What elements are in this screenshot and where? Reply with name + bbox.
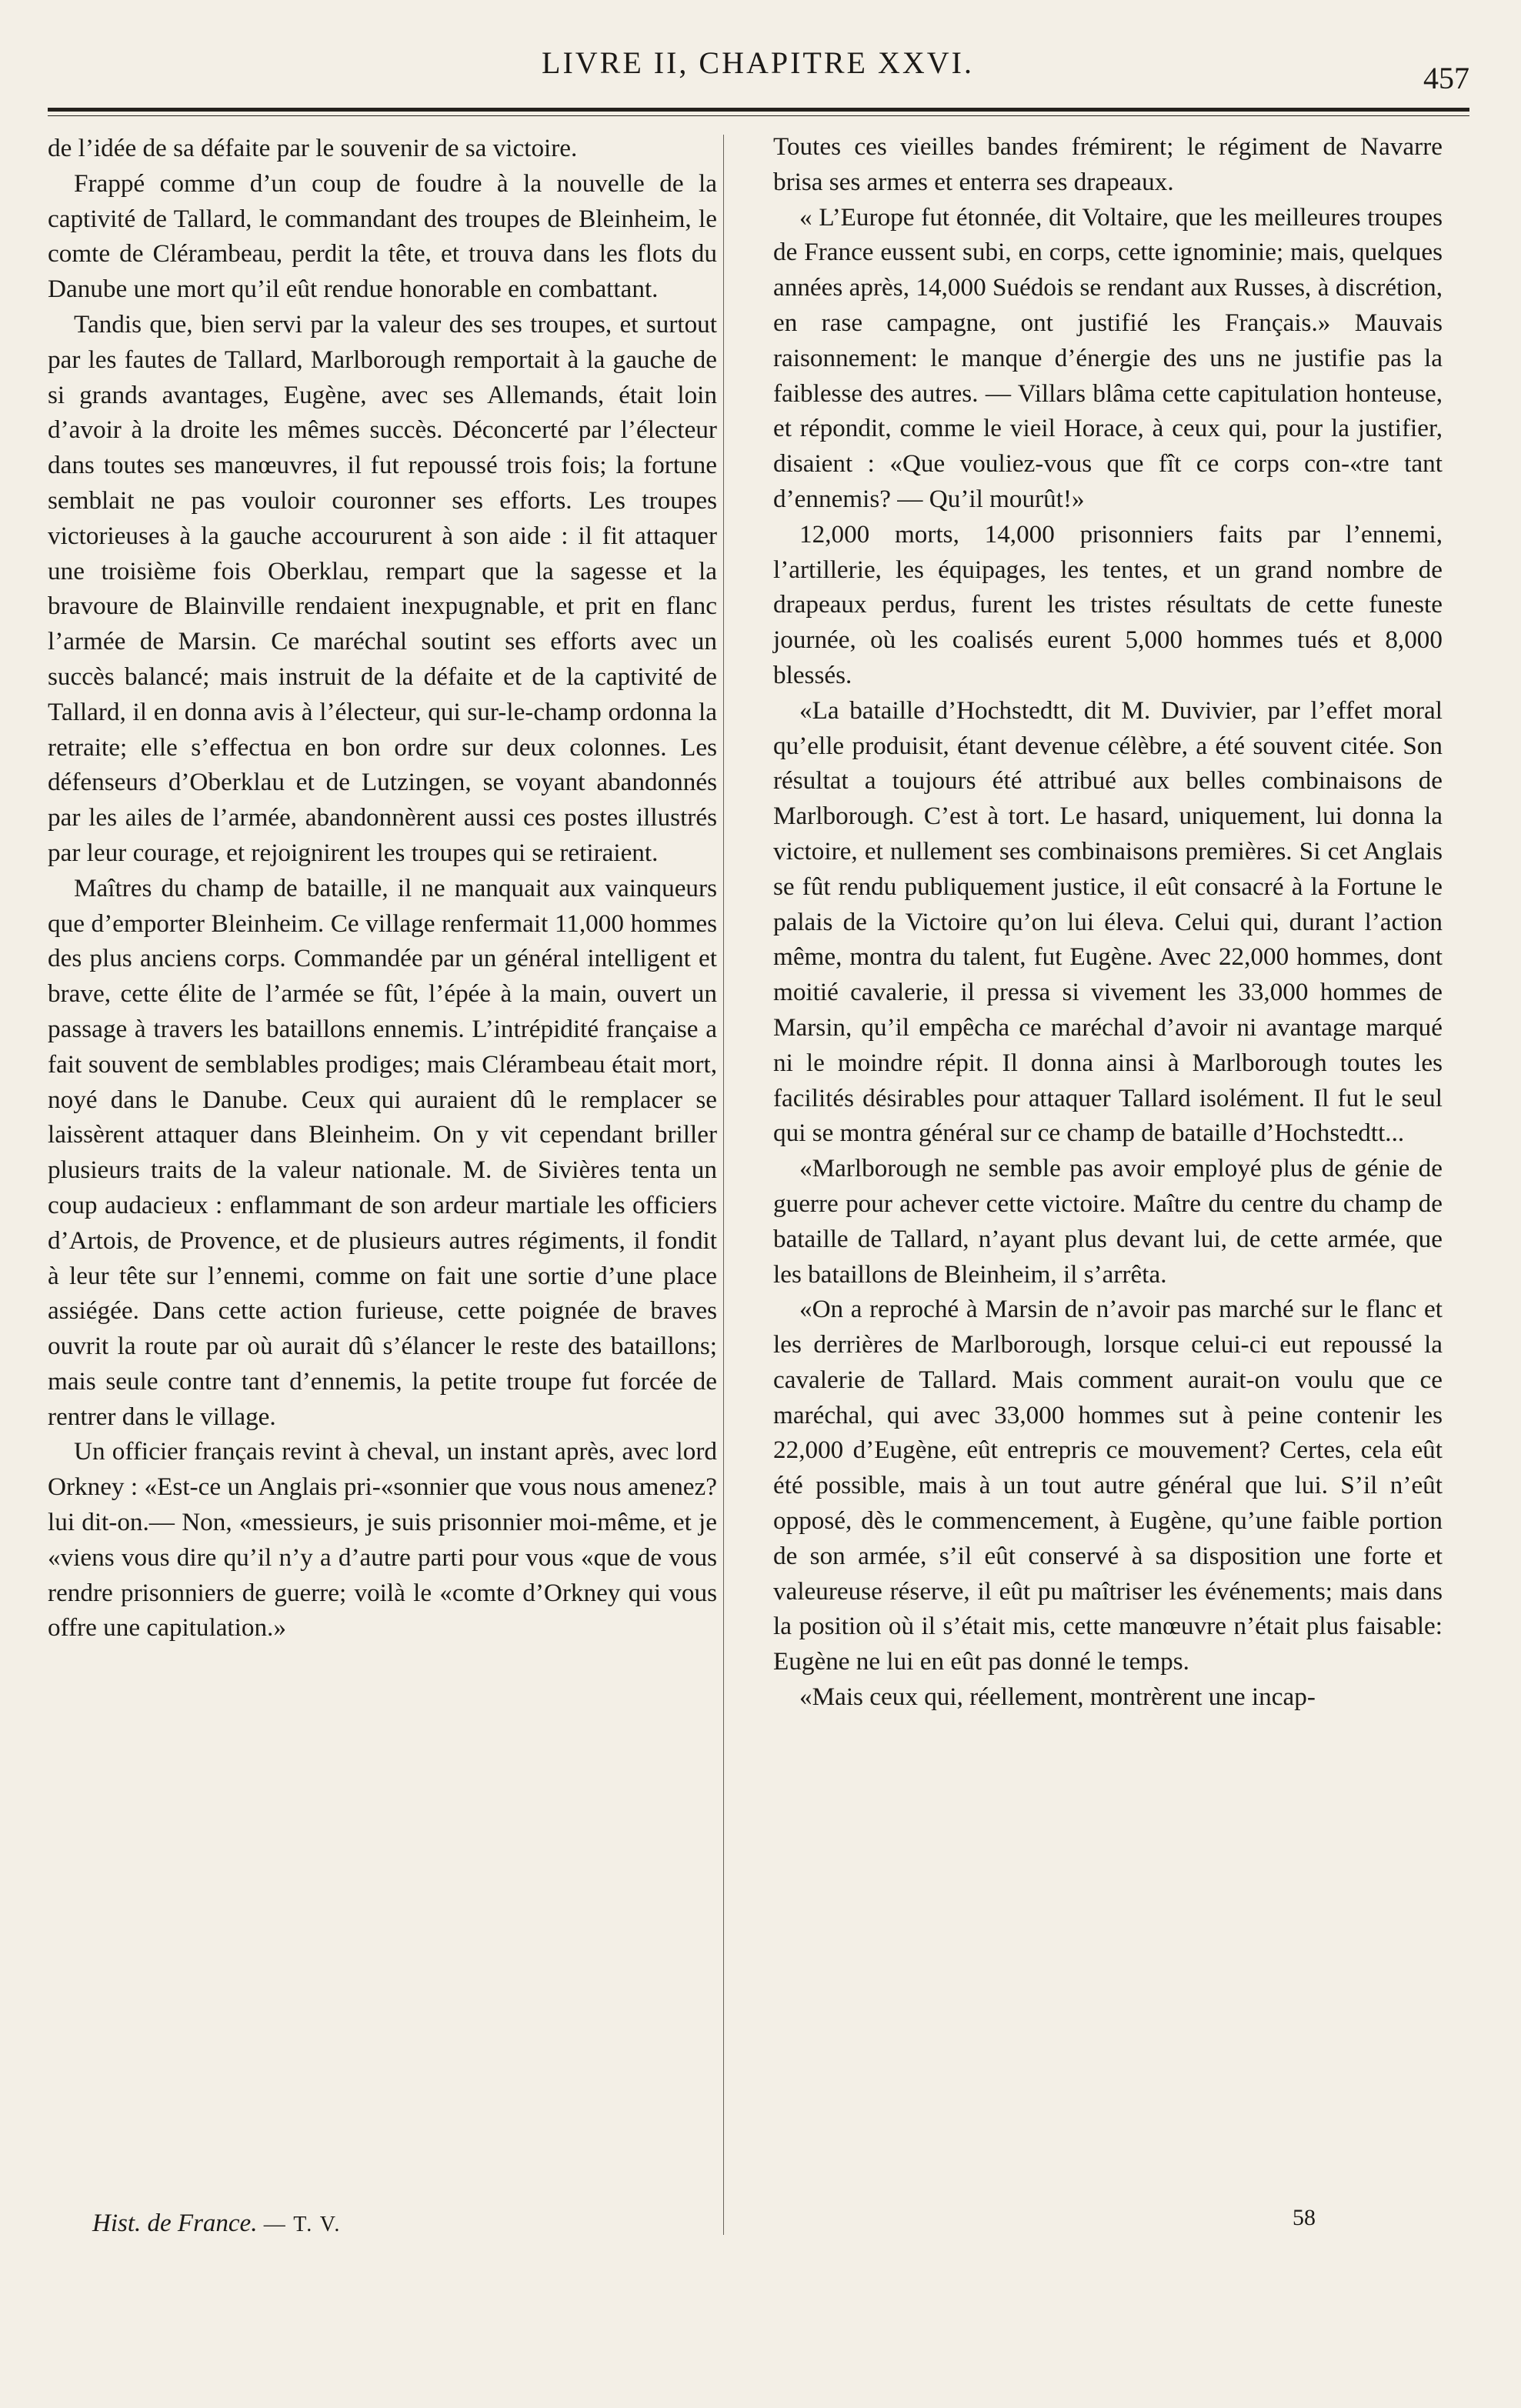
paragraph: 12,000 morts, 14,000 prisonniers faits par l’ennemi, l’artillerie, les équipages, les tentes, et un grand nombre de drapeaux perdus, furent les tristes résultats de cette funeste journée, où les coalisés eurent 5,000 hommes tués et 8,000 blessés. <box>773 519 1443 689</box>
paragraph: «On a reproché à Marsin de n’avoir pas marché sur le flanc et les derrières de Marlborough, lorsque celui-ci eut repoussé la cavalerie de Tallard. Mais comment aurait-on voulu que ce maréchal, qui avec 33,000 hommes sut à peine contenir les 22,000 d’Eugène, eût entrepris ce mouvement? Certes, cela eût été possible, mais à un tout autre général que lui. S’il n’eût opposé, dès le commencement, à Eugène, qu’une faible portion de son armée, s’il eût conservé à sa disposition une forte et valeureuse réserve, il eût pu maîtriser les événements; mais dans la position où il s’était mis, cette manœuvre n’était plus faisable: Eugène ne lui en eût pas donné le temps. <box>773 1295 1443 1676</box>
column-divider <box>723 135 724 2235</box>
paragraph: « L’Europe fut étonnée, dit Voltaire, que les meilleures troupes de France eussent subi, en corps, cette ignominie; mais, quelques années après, 14,000 Suédois se rendant aux Russes, à discrétion, en rase campagne, ont justifié les Français.» Mauvais raisonnement: le manque d’énergie des uns ne justifie pas la faiblesse des autres. — Villars blâma cette capitulation honteuse, et répondit, comme le vieil Horace, à ceux qui, pour la justifier, disaient : «Que vouliez-vous que fît ce corps con-«tre tant d’ennemis? — Qu’il mourût!» <box>773 202 1443 513</box>
paragraph: «La bataille d’Hochstedtt, dit M. Duvivier, par l’effet moral qu’elle produisit, étant devenue célèbre, a été souvent citée. Son résultat a toujours été attribué aux belles combinaisons de Marlborough. C’est à tort. Le hasard, uniquement, lui donna la victoire, et nullement ses combinaisons premières. Si cet Anglais se fût rendu publiquement justice, il eût consacré à la Fortune le palais de la Victoire qu’on lui éleva. Celui qui, durant l’action même, montra du talent, fut Eugène. Avec 22,000 hommes, dont moitié cavalerie, il pressa si vivement les 33,000 hommes de Marsin, qu’il empêcha ce maréchal d’avoir ni avantage marqué ni le moindre répit. Il donna ainsi à Marlborough toutes les facilités désirables pour attaquer Tallard isolément. Il fut le seul qui se montra général sur ce champ de bataille d’Hochstedtt... <box>773 695 1443 1148</box>
right-column <box>773 129 1443 1715</box>
paragraph: de l’idée de sa défaite par le souvenir de sa victoire. <box>48 134 578 162</box>
page-number: 457 <box>1423 61 1469 95</box>
header-rule-thin <box>48 115 1469 116</box>
paragraph: «Marlborough ne semble pas avoir employé plus de génie de guerre pour achever cette victoire. Maître du centre du champ de bataille de Tallard, n’ayant plus devant lui, de cette armée, que les bataillons de Bleinheim, il s’arrêta. <box>773 1154 1443 1289</box>
paragraph: «Mais ceux qui, réellement, montrèrent une incap- <box>799 1683 1316 1712</box>
left-column <box>48 131 717 1646</box>
paragraph: Un officier français revint à cheval, un instant après, avec lord Orkney : «Est-ce un Anglais pri-«sonnier que vous nous amenez? lui dit-on.— Non, «messieurs, je suis prisonnier moi-même, et je «viens vous dire qu’il n’y a d’autre parti pour vous «que de vous rendre prisonniers de guerre; voilà le «comte d’Orkney qui vous offre une capitulation.» <box>48 1437 717 1643</box>
running-head: LIVRE II, CHAPITRE XXVI. <box>542 45 974 80</box>
footer-volume: — T. V. <box>263 2213 342 2236</box>
page-header <box>46 45 1469 95</box>
footer-title: Hist. de France. <box>92 2210 258 2237</box>
paragraph: Tandis que, bien servi par la valeur des ses troupes, et surtout par les fautes de Tallard, Marlborough remportait à la gauche de si grands avantages, Eugène, avec ses Allemands, était loin d’avoir à la droite les mêmes succès. Déconcerté par l’électeur dans toutes ses manœuvres, il fut repoussé trois fois; la fortune semblait ne pas vouloir couronner ses efforts. Les troupes victorieuses à la gauche accoururent à son aide : il fit attaquer une troisième fois Oberklau, rempart que la sagesse et la bravoure de Blainville rendaient inexpugnable, et prit en flanc l’armée de Marsin. Ce maréchal soutint ses efforts avec un succès balancé; mais instruit de la défaite et de la captivité de Tallard, il en donna avis à l’électeur, qui sur-le-champ ordonna la retraite; elle s’effectua en bon ordre sur deux colonnes. Les défenseurs d’Oberklau et de Lutzingen, se voyant abandonnés par les ailes de l’armée, abandonnèrent aussi ces postes illustrés par leur courage, et rejoignirent les troupes qui se retiraient. <box>48 309 717 867</box>
paragraph: Maîtres du champ de bataille, il ne manquait aux vainqueurs que d’emporter Bleinheim. Ce village renfermait 11,000 hommes des plus anciens corps. Commandée par un général intelligent et brave, cette élite de l’armée se fût, l’épée à la main, ouvert un passage à travers les bataillons ennemis. L’intrépidité française a fait souvent de semblables prodiges; mais Clérambeau était mort, noyé dans le Danube. Ceux qui auraient dû le remplacer se laissèrent attaquer dans Bleinheim. On y vit cependant briller plusieurs traits de la valeur nationale. M. de Sivières tenta un coup audacieux : enflammant de son ardeur martiale les officiers d’Artois, de Provence, et de plusieurs autres régiments, il fondit à leur tête sur l’ennemi, comme on fait une sortie d’une place assiégée. Dans cette action furieuse, cette poignée de braves ouvrit la route par où aurait dû s’élancer le reste des bataillons; mais seule contre tant d’ennemis, la petite troupe fut forcée de rentrer dans le village. <box>48 873 717 1431</box>
signature-mark: 58 <box>1293 2205 1316 2230</box>
footer-source <box>92 2210 341 2238</box>
paragraph: Toutes ces vieilles bandes frémirent; le régiment de Navarre brisa ses armes et enterra ses drapeaux. <box>773 132 1443 196</box>
header-rule <box>48 108 1469 112</box>
paragraph: Frappé comme d’un coup de foudre à la nouvelle de la captivité de Tallard, le commandant des troupes de Bleinheim, le comte de Clérambeau, perdit la tête, et trouva dans les flots du Danube une mort qu’il eût rendue honorable en combattant. <box>48 168 717 304</box>
